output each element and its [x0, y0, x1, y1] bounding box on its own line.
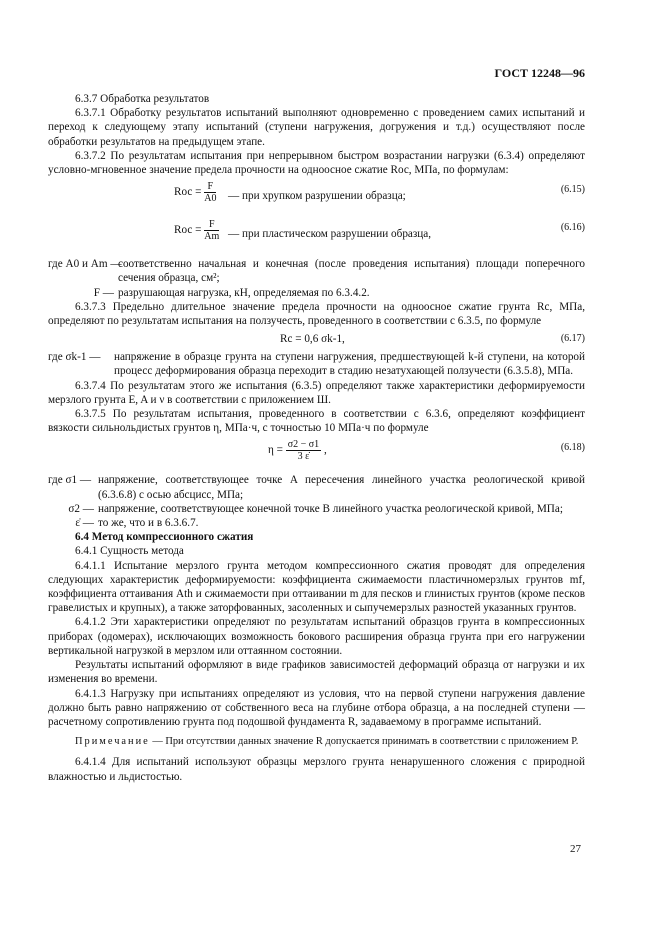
- definition-f: [48, 286, 585, 300]
- note-text: — При отсутствии данных значение R допускается принимать в соответствии с приложением Р.: [152, 736, 579, 748]
- formula-6-16-lhs: Rос =: [174, 224, 202, 237]
- definition-a0-am: [48, 257, 585, 285]
- formula-6-15-desc: — при хрупком разрушении образца;: [228, 190, 406, 203]
- paragraph-6-4-1-4: 6.4.1.4 Для испытаний используют образцы мерзлого грунта ненарушенного сложения с природной влажностью и льдистостью.: [48, 756, 585, 783]
- page-body: [48, 92, 585, 784]
- formula-6-15-number: (6.15): [560, 184, 585, 196]
- paragraph-6-3-7-1: 6.3.7.1 Обработку результатов испытаний выполняют одновременно с проведением самих испытаний и переход к следующему этапу испытаний (ступени нагружения, догружения и т.д.) осуществляют после обработки результатов на предыдущем этапе.: [48, 107, 585, 148]
- definition-value: напряжение в образце грунта на ступени нагружения, предшествующей k-й ступени, на которой процесс деформирования образца переходит в стадию незатухающей ползучести (6.3.5.8), МПа.: [114, 351, 585, 378]
- formula-6-16-desc: — при пластическом разрушении образца,: [228, 228, 432, 241]
- formula-6-18-number: (6.18): [560, 442, 585, 454]
- definition-value: разрушающая нагрузка, кН, определяемая по 6.3.4.2.: [118, 286, 370, 299]
- formula-6-15-lhs: Rос =: [174, 186, 202, 199]
- paragraph-6-4-1-3: 6.4.1.3 Нагрузку при испытаниях определяют из условия, что на первой ступени нагружения давление должно быть равно напряжению от собственного веса на глубине отбора образца, а на последней ступени — расчетному сопротивлению грунта под подошвой фундамента R, задаваемому в программе испытаний.: [48, 687, 585, 728]
- formula-6-16: [48, 219, 585, 253]
- paragraph-6-4-1-1: 6.4.1.1 Испытание мерзлого грунта методом компрессионного сжатия проводят для определения следующих характеристик деформируемости: коэффициента сжимаемости пластичномерзлых грунтов mf, коэффициента оттаивания Ath и сжимаемости при оттаивании m для песков и глинистых грунтов (кроме песков гравелистых и крупных), а также заторфованных, засоленных и сыпучемерзлых разностей указанных грунтов.: [48, 559, 585, 615]
- paragraph-6-3-7-3: 6.3.7.3 Предельно длительное значение предела прочности на одноосное сжатие грунта Rс, МПа, определяют по результатам испытания на ползучесть, проведенного в соответствии с 6.3.5, по формуле: [48, 300, 585, 328]
- definition-key: σ2 —: [68, 502, 94, 515]
- formula-6-16-num: F: [204, 219, 219, 231]
- paragraph-6-4-1-2: 6.4.1.2 Эти характеристики определяют по результатам испытаний образцов грунта в компрессионных приборах (одомерах), исключающих возможность бокового расширения образца грунта при его нагружении вертикальной нагрузкой в мерзлом или оттаянном состоянии.: [48, 616, 585, 657]
- definition-key: где σk-1 —: [48, 351, 101, 364]
- section-6-4-1-title: 6.4.1 Сущность метода: [75, 545, 184, 558]
- formula-6-18-den: 3 ε̇: [297, 451, 310, 463]
- formula-6-18-fraction: [286, 439, 321, 462]
- paragraph-6-3-7-2: 6.3.7.2 По результатам испытания при непрерывном быстром возрастании нагрузки (6.3.4) определяют условно-мгновенное значение предела прочности на одноосное сжатие Rос, МПа, по формулам:: [48, 149, 585, 177]
- formula-6-15-den: A0: [204, 193, 217, 205]
- definition-value: соответственно начальная и конечная (после проведения испытания) площади поперечного сечения образца, см²;: [118, 258, 585, 285]
- paragraph-6-4-1-2-continued: Результаты испытаний оформляют в виде графиков зависимостей деформаций образца от нагрузки и их изменения во времени.: [48, 659, 585, 686]
- definition-sigma-k-1: [48, 350, 585, 378]
- definition-value: то же, что и в 6.3.6.7.: [98, 517, 199, 530]
- formula-6-17-number: (6.17): [560, 333, 585, 345]
- definition-key: ε̇ —: [75, 517, 94, 530]
- formula-6-16-fraction: [204, 219, 219, 242]
- definition-epsilon-dot: [48, 516, 585, 530]
- definition-value: напряжение, соответствующее точке A пересечения линейного участка реологической кривой (6.3.6.8) с осью абсцисс, МПа;: [98, 474, 585, 501]
- definition-value: напряжение, соответствующее конечной точке B линейного участка реологической кривой, МПа;: [98, 502, 563, 515]
- formula-6-15-fraction: [204, 181, 216, 204]
- formula-6-17-expr: Rс = 0,6 σk-1,: [280, 333, 345, 346]
- definition-key: F —: [93, 286, 114, 299]
- formula-6-15: [48, 181, 585, 215]
- formula-6-18-num: σ2 − σ1: [287, 439, 320, 451]
- formula-6-18: η = $\frac{\sigma 2 - \sigma 1}{3 \varepsiloṅ}$ , (6.18): [268, 439, 585, 463]
- page-number: 27: [570, 843, 581, 855]
- definition-sigma-1: [48, 473, 585, 501]
- paragraph-6-3-7-5: 6.3.7.5 По результатам испытания, проведенного в соответствии с 6.3.6, определяют коэффициент вязкости сильнольдистых грунтов η, МПа·ч, с точностью 10 МПа·ч по формуле: [48, 408, 585, 435]
- formula-6-16-den: Am: [204, 231, 220, 243]
- section-6-3-7-title: 6.3.7 Обработка результатов: [75, 93, 210, 105]
- definition-key: где σ1 —: [48, 474, 92, 487]
- document-header: ГОСТ 12248—96: [494, 66, 585, 80]
- formula-6-15-num: F: [204, 181, 216, 193]
- formula-6-18-lhs: η =: [268, 444, 283, 457]
- note: [48, 735, 585, 749]
- note-label: Примечание: [75, 736, 150, 748]
- definition-sigma-2: [48, 502, 585, 516]
- section-6-4-title: 6.4 Метод компрессионного сжатия: [75, 531, 254, 544]
- formula-6-16-number: (6.16): [560, 222, 585, 234]
- definition-key: где A0 и Am —: [48, 258, 122, 271]
- paragraph-6-3-7-4: 6.3.7.4 По результатам этого же испытания (6.3.5) определяют также характеристики деформируемости мерзлого грунта E, A и ν в соответствии с приложением Ш.: [48, 379, 585, 406]
- formula-6-17: [48, 328, 585, 350]
